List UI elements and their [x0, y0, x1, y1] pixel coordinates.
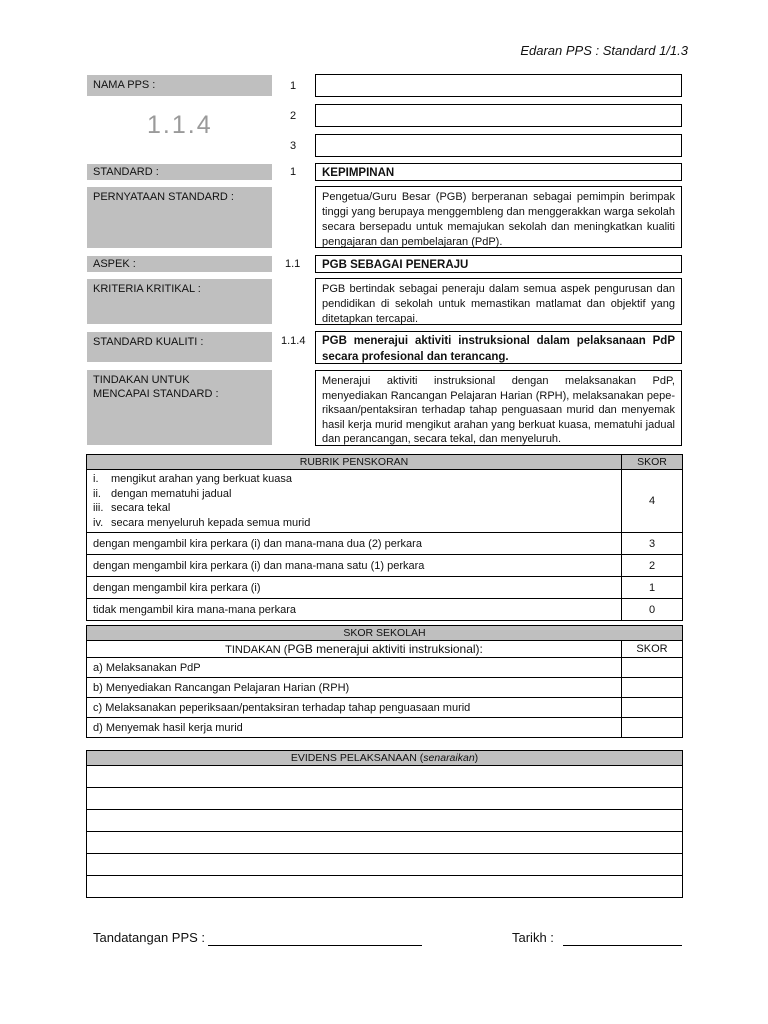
aspek-label: ASPEK : [87, 256, 272, 272]
evidens-entry-row[interactable] [87, 810, 683, 832]
tindakan-item: d) Menyemak hasil kerja murid [87, 718, 622, 738]
kriteria-kritikal-value: PGB bertindak sebagai peneraju dalam semua aspek pengurusan dan pendidikan di sekolah untuk memastikan matlamat dan objektif yang ditetapkan tercapai. [315, 278, 682, 325]
standard-kualiti-value: PGB menerajui aktiviti instruksional dalam pelaksanaan PdP secara profesional dan terancang. [315, 331, 682, 364]
nama-pps-label: NAMA PPS : [87, 75, 272, 96]
rubrik-top-criteria [87, 470, 622, 533]
evidens-entry-row[interactable] [87, 788, 683, 810]
score-input-cell[interactable] [622, 658, 683, 678]
table-row [87, 555, 683, 577]
aspek-number: 1.1 [285, 258, 301, 270]
table-row [87, 698, 683, 718]
rubrik-score-4: 4 [622, 470, 683, 533]
score-input-cell[interactable] [622, 718, 683, 738]
list-item: iii. secara tekal [93, 502, 171, 514]
standard-code-watermark: 1.1.4 [147, 111, 213, 139]
evidens-table [86, 750, 683, 898]
nama-pps-field-2[interactable] [315, 104, 682, 127]
aspek-value: PGB SEBAGAI PENERAJU [315, 255, 682, 273]
list-item: i. mengikut arahan yang berkuat kuasa [93, 473, 293, 485]
rubrik-row-text: dengan mengambil kira perkara (i) dan mana-mana dua (2) perkara [87, 533, 622, 555]
standard-kualiti-label: STANDARD KUALITI : [87, 332, 272, 362]
evidens-entry-row[interactable] [87, 832, 683, 854]
tindakan-item: c) Melaksanakan peperiksaan/pentaksiran terhadap tahap penguasaan murid [87, 698, 622, 718]
tindakan-mencapai-label: TINDAKAN UNTUK MENCAPAI STANDARD : [87, 370, 272, 445]
nama-pps-number-3: 3 [290, 140, 297, 152]
nama-pps-number-2: 2 [290, 110, 297, 122]
date-label: Tarikh : [512, 930, 554, 945]
rubrik-row-score: 2 [622, 555, 683, 577]
score-input-cell[interactable] [622, 678, 683, 698]
rubrik-row-score: 3 [622, 533, 683, 555]
standard-number: 1 [290, 166, 297, 178]
skor-sekolah-table [86, 625, 683, 738]
score-input-cell[interactable] [622, 698, 683, 718]
standard-label: STANDARD : [87, 164, 272, 180]
rubrik-row-text: dengan mengambil kira perkara (i) dan mana-mana satu (1) perkara [87, 555, 622, 577]
nama-pps-field-1[interactable] [315, 74, 682, 97]
rubrik-penskoran-table [86, 454, 683, 621]
evidens-entry-row[interactable] [87, 854, 683, 876]
rubrik-row-score: 1 [622, 577, 683, 599]
table-row [87, 599, 683, 621]
rubrik-header: RUBRIK PENSKORAN [87, 455, 622, 470]
skor-sekolah-skor-header: SKOR [622, 641, 683, 658]
rubrik-row-score: 0 [622, 599, 683, 621]
kriteria-kritikal-label: KRITERIA KRITIKAL : [87, 279, 272, 324]
table-row [87, 533, 683, 555]
date-line[interactable] [563, 945, 682, 946]
tindakan-item: b) Menyediakan Rancangan Pelajaran Harian (RPH) [87, 678, 622, 698]
rubrik-skor-header: SKOR [622, 455, 683, 470]
table-row [87, 577, 683, 599]
pernyataan-standard-value: Pengetua/Guru Besar (PGB) berperanan sebagai pemimpin berimpak tinggi yang berupaya menggembleng dan menggerakkan warga sekolah secara bersepadu untuk memajukan sekolah dan meningkatkan kualiti pengajaran dan pembelajaran (PdP). [315, 186, 682, 248]
rubrik-row-text: dengan mengambil kira perkara (i) [87, 577, 622, 599]
pernyataan-standard-label: PERNYATAAN STANDARD : [87, 187, 272, 248]
skor-sekolah-header: SKOR SEKOLAH [87, 626, 683, 641]
document-reference: Edaran PPS : Standard 1/1.3 [520, 43, 688, 58]
standard-kualiti-number: 1.1.4 [281, 335, 306, 347]
rubrik-row-text: tidak mengambil kira mana-mana perkara [87, 599, 622, 621]
table-row [87, 658, 683, 678]
list-item: ii. dengan mematuhi jadual [93, 487, 232, 500]
signature-line[interactable] [208, 945, 422, 946]
nama-pps-field-3[interactable] [315, 134, 682, 157]
evidens-entry-row[interactable] [87, 766, 683, 788]
tindakan-mencapai-value: Menerajui aktiviti instruksional dengan melaksanakan PdP, menyediakan Rancangan Pelajaran Harian (RPH), melaksanakan peperiksaan/pentaksiran terhadap tahap penguasaan murid dan menyemak hasil kerja murid mengikut arahan yang berkuat kuasa, mematuhi jadual dan perancangan, secara tekal, dan menyeluruh. [315, 370, 682, 446]
table-row [87, 718, 683, 738]
evidens-header: EVIDENS PELAKSANAAN (senaraikan) [87, 751, 683, 766]
table-row [87, 678, 683, 698]
signature-label: Tandatangan PPS : [93, 930, 206, 945]
tindakan-item: a) Melaksanakan PdP [87, 658, 622, 678]
standard-value: KEPIMPINAN [315, 163, 682, 181]
list-item: iv. secara menyeluruh kepada semua murid [93, 516, 311, 529]
evidens-entry-row[interactable] [87, 876, 683, 898]
tindakan-header: TINDAKAN (PGB menerajui aktiviti instruksional): [87, 641, 622, 658]
nama-pps-number-1: 1 [290, 80, 297, 92]
